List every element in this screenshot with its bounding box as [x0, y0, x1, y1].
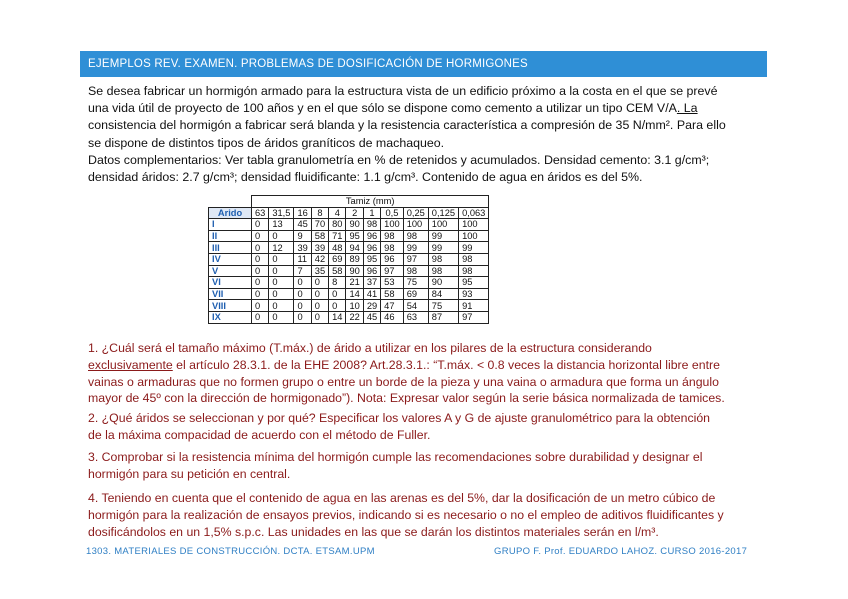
table-cell: 95	[363, 253, 380, 265]
question-line-part: el artículo 28.3.1. de la EHE 2008? Art.28.3.1.: “T.máx. < 0.8 veces la distancia horizontal libre entre	[172, 357, 720, 372]
footer-group: GRUPO F. Prof. EDUARDO LAHOZ. CURSO 2016-2017	[494, 546, 748, 557]
arido-label: VI	[209, 277, 252, 289]
table-cell: 39	[294, 242, 311, 254]
table-cell: 0	[294, 277, 311, 289]
table-cell: 75	[403, 277, 428, 289]
table-cell: 0	[269, 265, 294, 277]
table-cell: 100	[459, 230, 489, 242]
table-cell: 0	[269, 253, 294, 265]
table-cell: 99	[459, 242, 489, 254]
question-line: 2. ¿Qué áridos se seleccionan y por qué? Especificar los valores A y G de ajuste granulométrico para la obtención	[88, 411, 711, 425]
question-4	[88, 490, 760, 540]
table-cell: 47	[381, 300, 404, 312]
table-cell: 99	[403, 242, 428, 254]
table-cell: 0	[269, 230, 294, 242]
table-cell: 100	[403, 219, 428, 231]
table-cell: 0	[294, 300, 311, 312]
table-cell: 45	[363, 311, 380, 323]
table-cell: 98	[403, 230, 428, 242]
question-1	[88, 340, 760, 407]
table-cell: 90	[346, 219, 363, 231]
table-cell: 71	[329, 230, 346, 242]
intro-line	[88, 100, 760, 117]
table-cell: 0	[269, 277, 294, 289]
table-cell: 0	[311, 277, 328, 289]
table-cell: 58	[311, 230, 328, 242]
arido-label: VII	[209, 288, 252, 300]
table-cell: 0	[252, 253, 269, 265]
table-cell: 95	[459, 277, 489, 289]
table-cell: 0	[252, 242, 269, 254]
table-cell: 0	[294, 311, 311, 323]
table-row	[209, 300, 489, 312]
table-cell: 13	[269, 219, 294, 231]
table-cell: 29	[363, 300, 380, 312]
table-row	[209, 219, 489, 231]
intro-line: densidad áridos: 2.7 g/cm³; densidad fluidificante: 1.1 g/cm³. Contenido de agua en áridos es del 5%.	[88, 170, 643, 185]
table-cell: 45	[294, 219, 311, 231]
table-row	[209, 253, 489, 265]
table-cell: 8	[329, 277, 346, 289]
table-row	[209, 311, 489, 323]
arido-label: IX	[209, 311, 252, 323]
table-cell: 0	[252, 277, 269, 289]
table-cell: 0	[311, 311, 328, 323]
table-cell: 98	[428, 265, 458, 277]
question-line: dosificándolos en un 1,5% s.p.c. Las unidades en las que se darán los distintos materiales serán en l/m³.	[88, 524, 659, 539]
question-2	[88, 410, 760, 444]
table-cell: 99	[428, 230, 458, 242]
table-cell: 98	[459, 265, 489, 277]
table-cell: 100	[459, 219, 489, 231]
sieve-header: 0,125	[428, 207, 458, 219]
table-cell: 42	[311, 253, 328, 265]
question-line: de la máxima compacidad de acuerdo con el método de Fuller.	[88, 427, 431, 442]
table-body	[209, 219, 489, 323]
table-cell: 69	[403, 288, 428, 300]
table-cell: 48	[329, 242, 346, 254]
table-row	[209, 265, 489, 277]
table-cell: 98	[459, 253, 489, 265]
arido-label: IV	[209, 253, 252, 265]
table-cell: 21	[346, 277, 363, 289]
table-cell: 35	[311, 265, 328, 277]
arido-label: III	[209, 242, 252, 254]
table-cell: 14	[346, 288, 363, 300]
table-cell: 10	[346, 300, 363, 312]
table-cell: 0	[269, 311, 294, 323]
table-cell: 0	[269, 288, 294, 300]
table-cell: 69	[329, 253, 346, 265]
table-cell: 0	[311, 288, 328, 300]
table-cell: 80	[329, 219, 346, 231]
header-banner: EJEMPLOS REV. EXAMEN. PROBLEMAS DE DOSIFICACIÓN DE HORMIGONES	[80, 51, 767, 77]
table-cell: 91	[459, 300, 489, 312]
sieve-header: 31,5	[269, 207, 294, 219]
question-line: 1. ¿Cuál será el tamaño máximo (T.máx.) de árido a utilizar en los pilares de la estructura considerando	[88, 341, 652, 355]
intro-line: Se desea fabricar un hormigón armado para la estructura vista de un edificio próximo a la costa en el que se prevé	[88, 84, 718, 98]
sieve-header: 0,063	[459, 207, 489, 219]
footer-course: 1303. MATERIALES DE CONSTRUCCIÓN. DCTA. ETSAM.UPM	[86, 546, 375, 557]
table-cell: 53	[381, 277, 404, 289]
granulometry-table-wrapper	[208, 195, 489, 324]
sieve-header: 8	[311, 207, 328, 219]
table-cell: 54	[403, 300, 428, 312]
table-cell: 63	[403, 311, 428, 323]
table-cell: 39	[311, 242, 328, 254]
question-line: hormigón para la realización de ensayos previos, indicando si es necesario o no el empleo de aditivos fluidificantes y	[88, 507, 724, 522]
table-cell: 99	[428, 242, 458, 254]
table-cell: 0	[311, 300, 328, 312]
table-cell: 94	[346, 242, 363, 254]
table-cell: 0	[252, 311, 269, 323]
arido-label: VIII	[209, 300, 252, 312]
table-cell: 98	[381, 242, 404, 254]
table-cell: 11	[294, 253, 311, 265]
table-cell: 58	[381, 288, 404, 300]
arido-label: V	[209, 265, 252, 277]
table-cell: 98	[363, 219, 380, 231]
table-cell: 96	[363, 230, 380, 242]
table-cell: 9	[294, 230, 311, 242]
intro-line-part: . La	[676, 101, 698, 116]
table-cell: 70	[311, 219, 328, 231]
table-cell: 37	[363, 277, 380, 289]
question-line: hormigón para su petición en central.	[88, 466, 291, 481]
table-cell: 41	[363, 288, 380, 300]
table-group-header-row	[209, 196, 489, 208]
table-cell: 100	[428, 219, 458, 231]
table-cell: 97	[459, 311, 489, 323]
arido-label: II	[209, 230, 252, 242]
sieve-header: 16	[294, 207, 311, 219]
sieve-header: 0,5	[381, 207, 404, 219]
table-cell: 100	[381, 219, 404, 231]
table-row	[209, 230, 489, 242]
question-line: 3. Comprobar si la resistencia mínima del hormigón cumple las recomendaciones sobre durabilidad y designar el	[88, 450, 703, 464]
sieve-header: 0,25	[403, 207, 428, 219]
table-cell: 84	[428, 288, 458, 300]
table-cell: 98	[428, 253, 458, 265]
intro-line-part: una vida útil de proyecto de 100 años y en el que sólo se dispone como cemento a utilizar un tipo CEM V/A	[88, 101, 677, 116]
table-row	[209, 288, 489, 300]
table-cell: 98	[381, 230, 404, 242]
table-cell: 0	[252, 265, 269, 277]
table-cell: 22	[346, 311, 363, 323]
problem-statement	[88, 83, 760, 186]
table-cell: 97	[403, 253, 428, 265]
table-cell: 96	[381, 253, 404, 265]
table-cell: 0	[329, 288, 346, 300]
granulometry-table	[208, 195, 489, 324]
table-cell: 95	[346, 230, 363, 242]
table-row	[209, 242, 489, 254]
table-cell: 0	[329, 300, 346, 312]
sieve-header: 4	[329, 207, 346, 219]
tamiz-header: Tamiz (mm)	[252, 196, 489, 208]
question-3	[88, 449, 760, 483]
table-cell: 14	[329, 311, 346, 323]
table-cell: 46	[381, 311, 404, 323]
table-cell: 93	[459, 288, 489, 300]
intro-line: consistencia del hormigón a fabricar será blanda y la resistencia característica a compresión de 35 N/mm². Para ello	[88, 118, 726, 133]
sieve-header: 1	[363, 207, 380, 219]
table-cell: 0	[252, 300, 269, 312]
table-cell: 90	[346, 265, 363, 277]
table-cell: 97	[381, 265, 404, 277]
question-emphasis: exclusivamente	[88, 357, 173, 372]
table-cell: 0	[252, 230, 269, 242]
intro-line: se dispone de distintos tipos de áridos graníticos de machaqueo.	[88, 135, 445, 150]
table-cell: 58	[329, 265, 346, 277]
table-cell: 96	[363, 242, 380, 254]
table-cell: 7	[294, 265, 311, 277]
table-cell: 98	[403, 265, 428, 277]
table-cell: 75	[428, 300, 458, 312]
question-line: vainas o armaduras que no formen grupo o entre un borde de la pieza y una vaina o armadura que forma un ángulo	[88, 374, 719, 389]
table-cell: 87	[428, 311, 458, 323]
table-cell: 96	[363, 265, 380, 277]
table-cell: 12	[269, 242, 294, 254]
table-sieve-row	[209, 207, 489, 219]
sieve-header: 2	[346, 207, 363, 219]
question-line: 4. Teniendo en cuenta que el contenido de agua en las arenas es del 5%, dar la dosificación de un metro cúbico de	[88, 491, 716, 505]
arido-label: I	[209, 219, 252, 231]
table-corner	[209, 196, 252, 208]
table-cell: 0	[252, 288, 269, 300]
table-cell: 89	[346, 253, 363, 265]
question-line	[88, 357, 760, 374]
table-cell: 90	[428, 277, 458, 289]
question-line: mayor de 45º con la dirección de hormigonado”). Nota: Expresar valor según la serie básica normalizada de tamices.	[88, 391, 725, 406]
sieve-header: 63	[252, 207, 269, 219]
intro-line: Datos complementarios: Ver tabla granulometría en % de retenidos y acumulados. Densidad cemento: 3.1 g/cm³;	[88, 152, 710, 167]
table-cell: 0	[252, 219, 269, 231]
arido-header: Arido	[209, 207, 252, 219]
table-cell: 0	[294, 288, 311, 300]
table-row	[209, 277, 489, 289]
table-cell: 0	[269, 300, 294, 312]
